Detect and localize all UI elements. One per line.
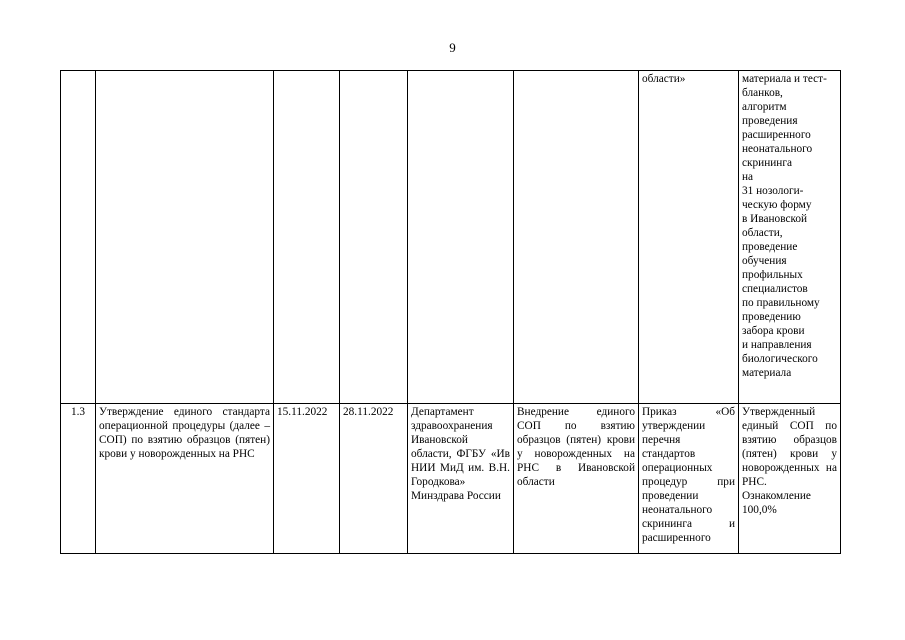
cell-line: в Ивановской: [742, 213, 808, 225]
table-cell-name: [96, 71, 274, 404]
table-cell-indicator: Утвержденный единый СОП по взятию образцов (пятен) крови у новорожденных на РНС. Ознакомление 100,0%: [739, 404, 841, 554]
cell-line: ческую форму: [742, 199, 812, 211]
table-cell-start: [274, 71, 340, 404]
cell-line: обучения: [742, 255, 787, 267]
table-cell-start: 15.11.2022: [274, 404, 340, 554]
table-row: [61, 71, 841, 404]
cell-line: бланков,: [742, 87, 783, 99]
table-cell-result: Внедрение единого СОП по взятию образцов (пятен) крови у новорожденных на РНС в Ивановской области: [514, 404, 639, 554]
cell-line: по правильному: [742, 297, 820, 309]
cell-line: на: [742, 171, 754, 183]
cell-line: расширенного: [742, 129, 811, 141]
page-number: 9: [449, 40, 456, 55]
cell-line: и направления: [742, 339, 812, 351]
table-cell-result: [514, 71, 639, 404]
cell-line: неонатального: [742, 143, 813, 155]
cell-line: забора крови: [742, 325, 805, 337]
table-cell-document: [639, 71, 739, 404]
table-cell-indicator: [739, 71, 841, 404]
cell-line: биологического: [742, 353, 818, 365]
table-cell-name: Утверждение единого стандарта операционной процедуры (далее – СОП) по взятию образцов (пятен) крови у новорожденных на РНС: [96, 404, 274, 554]
table-cell-responsible: [408, 71, 514, 404]
cell-line: материала и тест-: [742, 73, 827, 85]
table-row: [61, 404, 841, 554]
cell-line: алгоритм: [742, 101, 787, 113]
plan-table: [60, 70, 841, 554]
table-cell-end: 28.11.2022: [340, 404, 408, 554]
table-cell-num: [61, 71, 96, 404]
cell-line: специалистов: [742, 283, 808, 295]
table-cell-num: 1.3: [61, 404, 96, 554]
cell-line: материала: [742, 367, 792, 379]
cell-line: проведению: [742, 311, 801, 323]
cell-line: области,: [742, 227, 783, 239]
cell-line: проведения: [742, 115, 798, 127]
cell-line: скрининга: [742, 157, 792, 169]
cell-line: профильных: [742, 269, 803, 281]
table-cell-responsible: Департамент здравоохранения Ивановской области, ФГБУ «Ив НИИ МиД им. В.Н. Городкова» Минздрава России: [408, 404, 514, 554]
cell-text: области»: [642, 73, 686, 85]
table-cell-end: [340, 71, 408, 404]
cell-line: проведение: [742, 241, 798, 253]
cell-line: 31 нозологи-: [742, 185, 804, 197]
table-cell-document: Приказ «Об утверждении перечня стандартов операционных процедур при проведении неонатального скрининга и расширенного: [639, 404, 739, 554]
